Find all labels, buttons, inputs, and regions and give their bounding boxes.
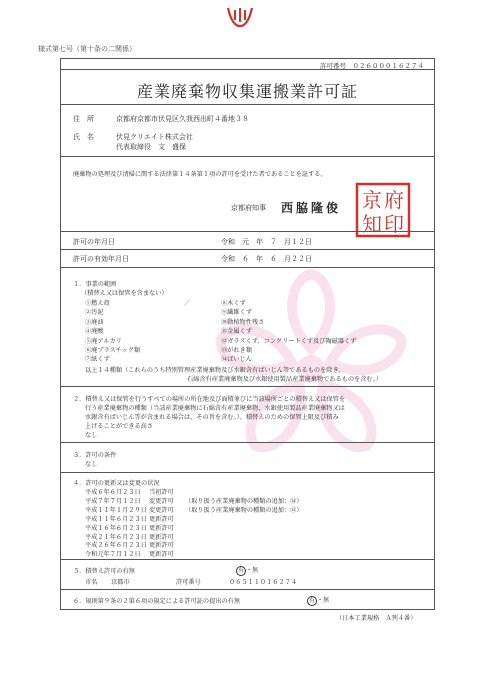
divider xyxy=(61,559,434,560)
history-status: 更新許可 xyxy=(149,533,174,541)
validity-value: 令和 ６ 年 ６ 月２２日 xyxy=(221,255,312,263)
divider xyxy=(61,589,434,590)
history-status: 更新許可 xyxy=(149,542,174,550)
footer-standard: （日本工業規格 Ａ列４番） xyxy=(336,615,417,622)
divider xyxy=(61,472,434,473)
divider xyxy=(61,249,434,250)
waste-type-item: ⑧木くず xyxy=(221,300,246,307)
waste-type-item: ⑬がれき類 xyxy=(221,347,252,354)
circled-option: 有 xyxy=(236,566,246,576)
circled-option: 有 xyxy=(307,596,317,606)
section2-heading: ２．積替え又は保管を行うすべての場所の所在地及び面積並びに当該場所ごとの積替え又は保管を xyxy=(73,396,346,403)
scope-slash: ／ xyxy=(184,300,191,307)
divider xyxy=(61,156,434,157)
divider xyxy=(61,104,434,105)
kyoto-prefecture-emblem-icon xyxy=(226,4,254,28)
waste-type-item: ⑥廃プラスチック類 xyxy=(85,347,141,354)
representative: 代表取締役 文 盛保 xyxy=(116,143,186,151)
certification-statement: 廃棄物の処理及び清掃に関する法律第１４条第１項の許可を受けた者であることを証する。 xyxy=(73,171,327,178)
history-date: 平成６年６月２３日 xyxy=(85,489,141,496)
waste-type-item: ③廃油 xyxy=(85,318,104,326)
governor-name: 西脇隆俊 xyxy=(281,201,342,215)
scope-note: 石綿含有産業廃棄物及び水銀使用製品産業廃棄物であるものを含む。） xyxy=(187,376,382,383)
history-detail: （取り扱う産業廃棄物の種類の追加：⑫） xyxy=(185,506,303,514)
governor-label: 京都府知事 xyxy=(231,204,266,212)
name-label: 氏 名 xyxy=(73,133,94,141)
address-label: 住 所 xyxy=(73,115,94,123)
permit-number-top: 許可番号 ０２６０００１６２７４ xyxy=(320,62,424,70)
waste-type-item: ⑤廃アルカリ xyxy=(85,337,122,345)
svg-text:府: 府 xyxy=(384,188,404,212)
divider xyxy=(61,69,434,70)
waste-type-item: ④廃酸 xyxy=(85,328,104,336)
divider xyxy=(61,442,434,443)
history-date: 平成１６年６月２３日 xyxy=(85,524,147,532)
waste-type-item: ②汚泥 xyxy=(85,309,104,317)
certificate-title: 産業廃棄物収集運搬業許可証 xyxy=(136,82,358,101)
history-date: 平成７年７月１２日 xyxy=(85,497,141,505)
waste-type-item: ⑩動植物性残さ xyxy=(221,318,265,326)
history-date: 平成１１年６月２３日 xyxy=(85,515,147,523)
section6-answer xyxy=(307,595,329,606)
history-date: 平成２１年６月２３日 xyxy=(85,533,147,541)
section3-value: なし xyxy=(85,461,98,468)
permit-date-value: 令和 元 年 ７ 月１２日 xyxy=(221,238,312,246)
section5-answer xyxy=(236,565,258,576)
validity-label: 許可の有効年月日 xyxy=(73,255,129,263)
certificate-frame xyxy=(60,58,435,610)
permit-date-label: 許可の年月日 xyxy=(73,238,115,246)
scope-note: 以上１４種類（これらのうち特別管理産業廃棄物及び水銀含有ばいじん等であるものを除き、 xyxy=(85,367,345,374)
section4-heading: ４．許可の更新又は変更の状況 xyxy=(73,480,160,487)
section5-heading: ５．積替え許可の有無 xyxy=(73,568,135,575)
svg-text:京: 京 xyxy=(362,188,382,212)
transfer-permit-value: ０６５１１０１６２７４ xyxy=(229,579,298,586)
history-status: 更新許可 xyxy=(149,515,174,523)
section2-line: 行う産業廃棄物の種類（当該産業廃棄物に石綿含有産業廃棄物、水銀使用製品産業廃棄物又は xyxy=(85,405,345,412)
section3-heading: ３．許可の条件 xyxy=(73,452,117,459)
history-date: 平成１１年１月２９日 xyxy=(85,506,147,514)
address-value: 京都府京都市伏見区久我西出町４番地３８ xyxy=(116,115,249,123)
history-status: 当初許可 xyxy=(149,489,174,496)
waste-type-item: ⑪金属くず xyxy=(221,328,252,336)
waste-type-item: ⑫ガラスくず、コンクリートくず及び陶磁器くず xyxy=(221,337,357,345)
section5-other: ・無 xyxy=(246,567,259,574)
waste-type-item: ①燃え殻 xyxy=(85,300,110,307)
divider xyxy=(61,386,434,387)
history-status: 更新許可 xyxy=(149,551,174,559)
city-label: 市名 xyxy=(85,579,98,586)
divider xyxy=(61,267,434,268)
history-date: 平成２６年６月２３日 xyxy=(85,542,147,550)
waste-type-item: ⑨繊維くず xyxy=(221,309,252,317)
waste-type-item: ⑦紙くず xyxy=(85,356,110,364)
company-name: 伏見クリエイト株式会社 xyxy=(116,133,193,141)
history-status: 変更許可 xyxy=(149,497,174,505)
svg-text:知: 知 xyxy=(362,212,382,236)
history-date: 令和元年７月１２日 xyxy=(85,551,141,559)
section2-line: 水銀含有ばいじん等が含まれる場合は、その旨を含む。）、積替えのための保管上限及び積み xyxy=(85,414,339,421)
transfer-permit-label: 許可番号 xyxy=(176,579,201,586)
form-label: 様式第七号（第十条の二関係） xyxy=(38,45,136,53)
section6-other: ・無 xyxy=(317,597,330,604)
section2-line: なし xyxy=(85,432,98,439)
scope-heading: １．事業の範囲 xyxy=(73,281,117,288)
divider xyxy=(61,231,434,232)
scope-subheading: （積替え又は保管を含まない） xyxy=(81,290,168,297)
history-detail: （取り扱う産業廃棄物の種類の追加：⑭） xyxy=(185,497,303,505)
section6-heading: ６．規則第９条の２第６項の規定による許可証の提出の有無 xyxy=(73,598,241,605)
history-status: 更新許可 xyxy=(149,524,174,532)
city-value: 京都市 xyxy=(111,579,130,586)
svg-text:印: 印 xyxy=(384,212,404,236)
section2-line: 上げることができる高さ xyxy=(85,423,154,430)
history-status: 変更許可 xyxy=(149,506,174,514)
waste-type-item: ⑭ばいじん xyxy=(221,356,252,364)
